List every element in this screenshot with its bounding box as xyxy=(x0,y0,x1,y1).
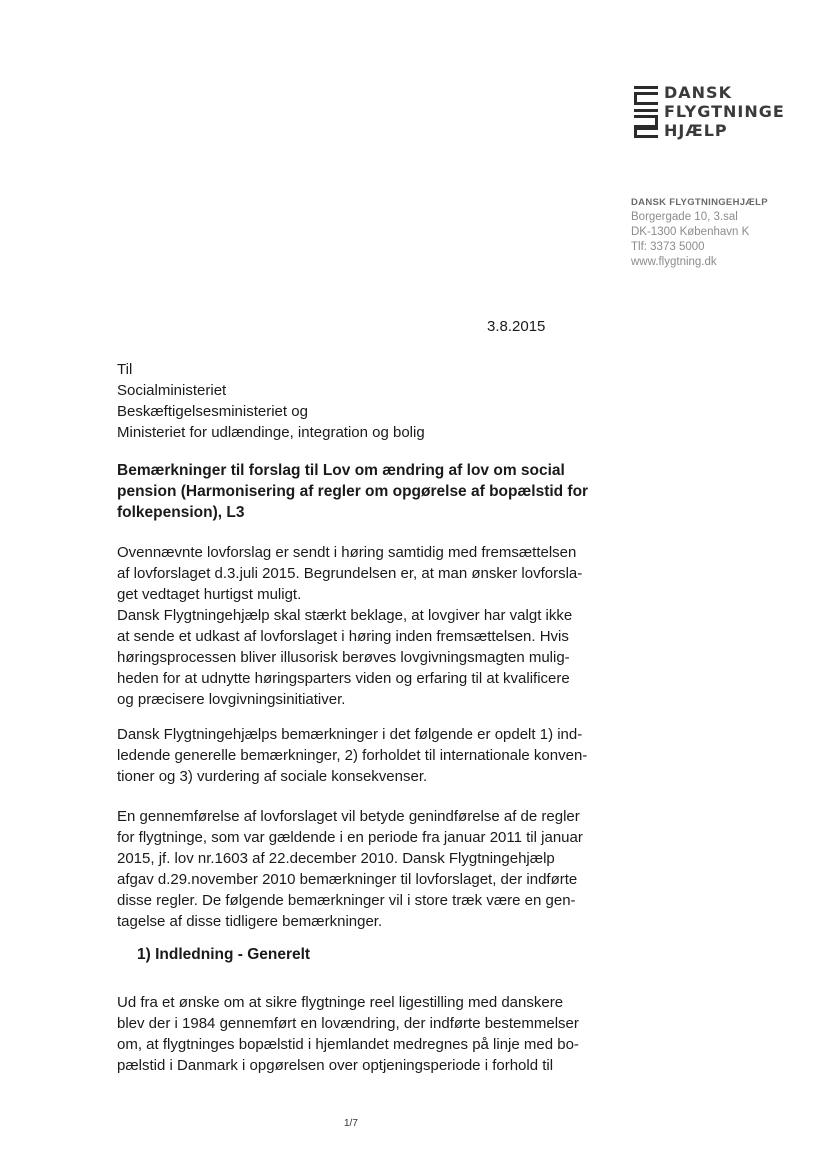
recipient-line: Ministeriet for udlændinge, integration og bolig xyxy=(117,424,425,441)
text-line: at sende et udkast af lovforslaget i høring inden fremsættelsen. Hvis xyxy=(117,628,569,645)
recipient-line: Socialministeriet xyxy=(117,382,227,399)
organization-logo xyxy=(634,84,784,144)
text-line: disse regler. De følgende bemærkninger vil i store træk være en gen- xyxy=(117,892,576,909)
body-paragraph-1 xyxy=(117,542,617,710)
text-line: En gennemførelse af lovforslaget vil betyde genindførelse af de regler xyxy=(117,808,580,825)
text-line: for flygtninge, som var gældende i en periode fra januar 2011 til januar xyxy=(117,829,583,846)
sender-street: Borgergade 10, 3.sal xyxy=(631,211,738,223)
letter-date: 3.8.2015 xyxy=(487,318,546,335)
text-line: og præcisere lovgivningsinitiativer. xyxy=(117,691,346,708)
recipient-block xyxy=(117,359,425,443)
text-line: Dansk Flygtningehjælp skal stærkt beklage, at lovgiver har valgt ikke xyxy=(117,607,573,624)
text-line: Dansk Flygtningehjælps bemærkninger i det følgende er opdelt 1) ind- xyxy=(117,726,583,743)
body-paragraph-4 xyxy=(117,992,617,1076)
recipient-line: Beskæftigelsesministeriet og xyxy=(117,403,308,420)
logo-mark-icon xyxy=(634,86,658,138)
text-line: om, at flygtninges bopælstid i hjemlandet medregnes på linje med bo- xyxy=(117,1036,579,1053)
text-line: 2015, jf. lov nr.1603 af 22.december 2010. Dansk Flygtningehjælp xyxy=(117,850,555,867)
text-line: pælstid i Danmark i opgørelsen over optjeningsperiode i forhold til xyxy=(117,1057,554,1074)
text-line: heden for at udnytte høringsparters viden og erfaring til at kvalificere xyxy=(117,670,570,687)
recipient-line: Til xyxy=(117,361,133,378)
page-number: 1/7 xyxy=(344,1118,358,1129)
text-line: Ud fra et ønske om at sikre flygtninge reel ligestilling med danskere xyxy=(117,994,564,1011)
text-line: ledende generelle bemærkninger, 2) forholdet til internationale konven- xyxy=(117,747,588,764)
body-paragraph-2 xyxy=(117,724,617,787)
sender-organization: DANSK FLYGTNINGEHJÆLP xyxy=(631,197,768,208)
subject-line: pension (Harmonisering af regler om opgørelse af bopælstid for xyxy=(117,483,589,500)
text-line: tagelse af disse tidligere bemærkninger. xyxy=(117,913,383,930)
logo-text-line3: HJÆLP xyxy=(664,121,728,140)
subject-line: Bemærkninger til forslag til Lov om ændring af lov om social xyxy=(117,462,565,479)
text-line: tioner og 3) vurdering af sociale konsekvenser. xyxy=(117,768,428,785)
sender-city: DK-1300 København K xyxy=(631,226,750,238)
text-line: af lovforslaget d.3.juli 2015. Begrundelsen er, at man ønsker lovforsla- xyxy=(117,565,583,582)
body-paragraph-3 xyxy=(117,806,617,932)
text-line: blev der i 1984 gennemført en lovændring, der indførte bestemmelser xyxy=(117,1015,579,1032)
sender-address xyxy=(631,195,768,270)
text-line: høringsprocessen bliver illusorisk berøves lovgivningsmagten mulig- xyxy=(117,649,570,666)
text-line: Ovennævnte lovforslag er sendt i høring samtidig med fremsættelsen xyxy=(117,544,577,561)
text-line: afgav d.29.november 2010 bemærkninger til lovforslaget, der indførte xyxy=(117,871,578,888)
logo-text-line1: DANSK xyxy=(664,83,732,102)
section-heading: 1) Indledning - Generelt xyxy=(137,946,311,963)
letter-subject xyxy=(117,460,617,523)
logo-text-line2: FLYGTNINGE xyxy=(664,102,785,121)
subject-line: folkepension), L3 xyxy=(117,504,245,521)
sender-website[interactable]: www.flygtning.dk xyxy=(631,256,717,268)
sender-phone: Tlf: 3373 5000 xyxy=(631,241,705,253)
text-line: get vedtaget hurtigst muligt. xyxy=(117,586,302,603)
